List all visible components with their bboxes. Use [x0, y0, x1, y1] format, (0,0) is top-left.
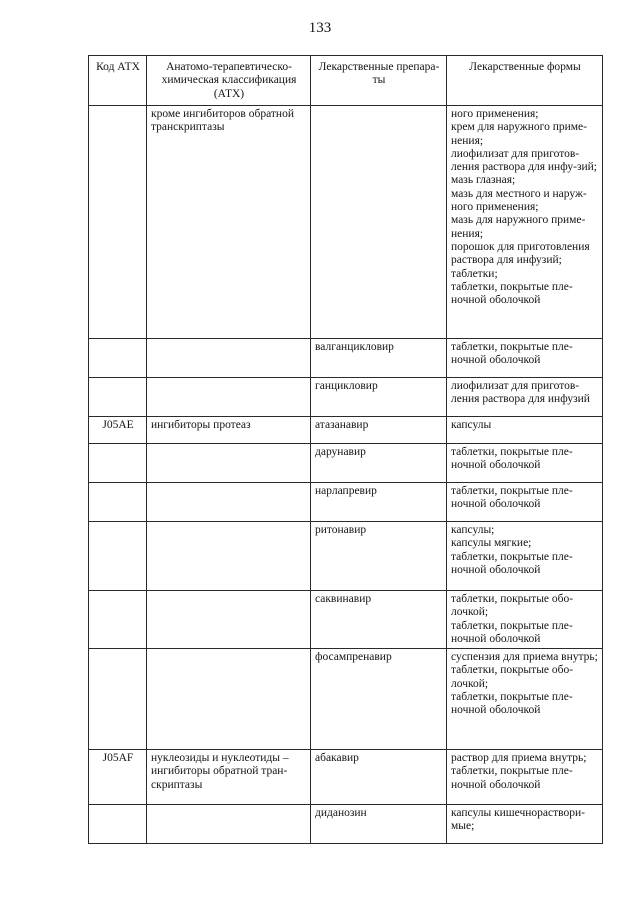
- cell-drug-name: [311, 106, 447, 339]
- cell-classification: [147, 339, 311, 378]
- cell-classification: [147, 805, 311, 844]
- dosage-form-item: мазь для местного и наруж-ного применения;: [451, 187, 587, 214]
- table-row: [89, 805, 603, 844]
- table-row: [89, 444, 603, 483]
- cell-dosage-forms: [447, 339, 603, 378]
- table-row: [89, 339, 603, 378]
- dosage-form-item: капсулы мягкие;: [451, 537, 532, 550]
- cell-drug-name: диданозин: [311, 805, 447, 844]
- dosage-form-item: лиофилизат для приготов-ления раствора для инфузий: [451, 380, 590, 406]
- dosage-form-item: суспензия для приема внутрь;: [451, 651, 598, 664]
- header-classification: Анатомо-терапевтическо-химическая классификация (АТХ): [147, 56, 311, 106]
- dosage-form-item: таблетки;: [451, 267, 498, 280]
- table-row: [89, 378, 603, 417]
- dosage-form-item: таблетки, покрытые обо-лочкой;: [451, 593, 574, 619]
- dosage-form-item: крем для наружного приме-нения;: [451, 121, 587, 147]
- cell-classification: [147, 444, 311, 483]
- table-row: [89, 417, 603, 444]
- dosage-form-item: порошок для приготовления раствора для инфузий;: [451, 240, 590, 267]
- cell-dosage-forms: [447, 106, 603, 339]
- cell-atx-code: [89, 339, 147, 378]
- table-row: [89, 522, 603, 591]
- dosage-form-item: капсулы: [451, 419, 492, 431]
- table-row: [89, 591, 603, 649]
- cell-classification: [147, 483, 311, 522]
- cell-classification: кроме ингибиторов обратной транскриптазы: [147, 106, 311, 339]
- table-row: [89, 649, 603, 750]
- cell-drug-name: атазанавир: [311, 417, 447, 444]
- cell-atx-code: [89, 444, 147, 483]
- cell-atx-code: [89, 591, 147, 649]
- cell-drug-name: абакавир: [311, 750, 447, 805]
- dosage-form-item: капсулы кишечнораствори-мые;: [451, 807, 585, 833]
- table-row: [89, 106, 603, 339]
- cell-dosage-forms: [447, 522, 603, 591]
- cell-dosage-forms: [447, 378, 603, 417]
- dosage-form-item: таблетки, покрытые пле-ночной оболочкой: [451, 765, 573, 791]
- page-number: 133: [308, 20, 332, 36]
- header-forms: Лекарственные формы: [447, 56, 603, 106]
- cell-atx-code: [89, 522, 147, 591]
- cell-classification: [147, 591, 311, 649]
- cell-drug-name: саквинавир: [311, 591, 447, 649]
- cell-classification: [147, 378, 311, 417]
- cell-atx-code: [89, 106, 147, 339]
- table-row: [89, 750, 603, 805]
- cell-drug-name: ритонавир: [311, 522, 447, 591]
- dosage-form-item: таблетки, покрытые пле-ночной оболочкой: [451, 550, 573, 576]
- atx-table: [88, 55, 603, 844]
- table-header-row: [89, 56, 603, 106]
- cell-atx-code: [89, 483, 147, 522]
- cell-atx-code: [89, 805, 147, 844]
- dosage-form-item: раствор для приема внутрь;: [451, 752, 587, 765]
- cell-atx-code: [89, 649, 147, 750]
- cell-atx-code: J05AE: [89, 417, 147, 444]
- cell-atx-code: [89, 378, 147, 417]
- cell-dosage-forms: [447, 750, 603, 805]
- cell-dosage-forms: [447, 417, 603, 444]
- dosage-form-item: таблетки, покрытые пле-ночной оболочкой: [451, 485, 573, 511]
- dosage-form-item: ного применения;: [451, 108, 539, 120]
- cell-dosage-forms: [447, 649, 603, 750]
- atx-table-body: [89, 106, 603, 844]
- cell-dosage-forms: [447, 591, 603, 649]
- cell-dosage-forms: [447, 805, 603, 844]
- cell-drug-name: валганцикловир: [311, 339, 447, 378]
- dosage-form-item: таблетки, покрытые пле-ночной оболочкой: [451, 446, 573, 472]
- header-drugs: Лекарственные препара-ты: [311, 56, 447, 106]
- dosage-form-item: таблетки, покрытые пле-ночной оболочкой: [451, 341, 573, 367]
- dosage-form-item: таблетки, покрытые обо-лочкой;: [451, 664, 574, 690]
- header-code: Код АТХ: [89, 56, 147, 106]
- cell-atx-code: J05AF: [89, 750, 147, 805]
- cell-drug-name: нарлапревир: [311, 483, 447, 522]
- cell-drug-name: ганцикловир: [311, 378, 447, 417]
- dosage-form-item: лиофилизат для приготов-ления раствора для инфу-зий;: [451, 147, 597, 174]
- cell-classification: ингибиторы протеаз: [147, 417, 311, 444]
- dosage-form-item: мазь глазная;: [451, 174, 516, 187]
- cell-classification: [147, 522, 311, 591]
- cell-dosage-forms: [447, 444, 603, 483]
- dosage-form-item: таблетки, покрытые пле-ночной оболочкой: [451, 691, 573, 717]
- table-row: [89, 483, 603, 522]
- dosage-form-item: таблетки, покрытые пле-ночной оболочкой: [451, 280, 573, 307]
- cell-drug-name: фосампренавир: [311, 649, 447, 750]
- dosage-form-item: капсулы;: [451, 524, 495, 536]
- dosage-form-item: таблетки, покрытые пле-ночной оболочкой: [451, 619, 573, 645]
- cell-classification: [147, 649, 311, 750]
- cell-dosage-forms: [447, 483, 603, 522]
- cell-drug-name: дарунавир: [311, 444, 447, 483]
- dosage-form-item: мазь для наружного приме-нения;: [451, 214, 586, 240]
- cell-classification: нуклеозиды и нуклеотиды – ингибиторы обратной тран-скриптазы: [147, 750, 311, 805]
